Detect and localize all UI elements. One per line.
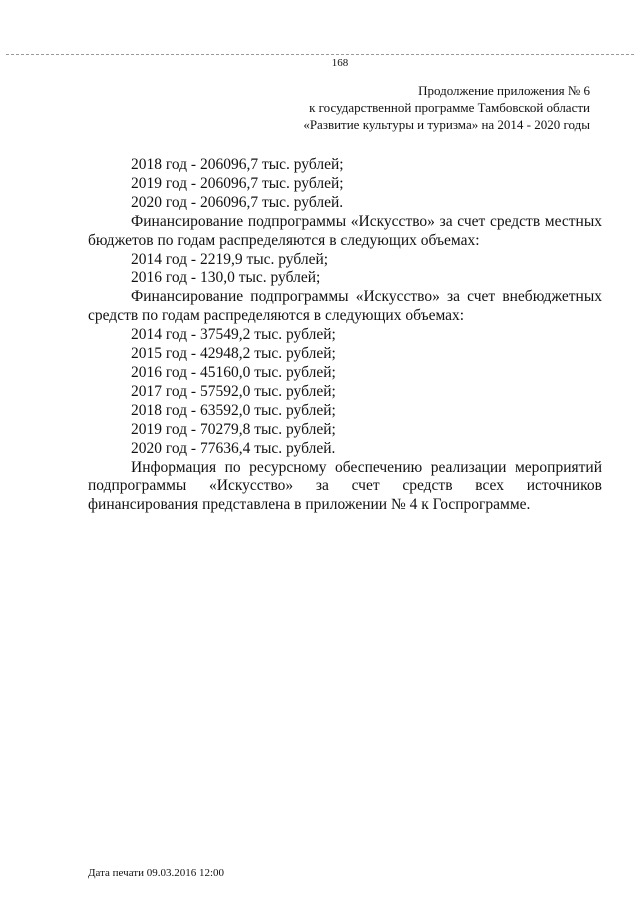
- paragraph-local-budgets: Финансирование подпрограммы «Искусство» за счет средств местных бюджетов по годам распределяются в следующих объемах:: [88, 212, 602, 249]
- document-body: [88, 156, 602, 515]
- funding-line: 2014 год - 2219,9 тыс. рублей;: [131, 250, 329, 268]
- appendix-header: [303, 82, 590, 133]
- funding-line: 2020 год - 77636,4 тыс. рублей.: [131, 439, 336, 457]
- funding-line: 2018 год - 63592,0 тыс. рублей;: [131, 401, 336, 419]
- paragraph-extrabudgetary: Финансирование подпрограммы «Искусство» за счет внебюджетных средств по годам распределяются в следующих объемах:: [88, 288, 602, 325]
- funding-line: 2017 год - 57592,0 тыс. рублей;: [131, 382, 336, 400]
- funding-line: 2015 год - 42948,2 тыс. рублей;: [131, 345, 336, 363]
- header-line-3: «Развитие культуры и туризма» на 2014 - 2020 годы: [303, 117, 590, 132]
- funding-line: 2019 год - 206096,7 тыс. рублей;: [131, 174, 344, 192]
- print-date-footer: Дата печати 09.03.2016 12:00: [88, 867, 225, 879]
- funding-line: 2019 год - 70279,8 тыс. рублей;: [131, 420, 336, 438]
- header-line-2: к государственной программе Тамбовской области: [309, 100, 590, 115]
- funding-line: 2014 год - 37549,2 тыс. рублей;: [131, 326, 336, 344]
- funding-line: 2016 год - 130,0 тыс. рублей;: [131, 269, 321, 287]
- header-line-1: Продолжение приложения № 6: [418, 83, 590, 98]
- paragraph-resource-info: Информация по ресурсному обеспечению реализации мероприятий подпрограммы «Искусство» за счет средств всех источников финансирования представлена в приложении № 4 к Госпрограмме.: [88, 458, 602, 514]
- funding-line: 2016 год - 45160,0 тыс. рублей;: [131, 363, 336, 381]
- funding-line: 2020 год - 206096,7 тыс. рублей.: [131, 193, 344, 211]
- top-dashed-rule: [6, 54, 634, 55]
- page-number: 168: [331, 57, 349, 69]
- funding-line: 2018 год - 206096,7 тыс. рублей;: [131, 156, 344, 173]
